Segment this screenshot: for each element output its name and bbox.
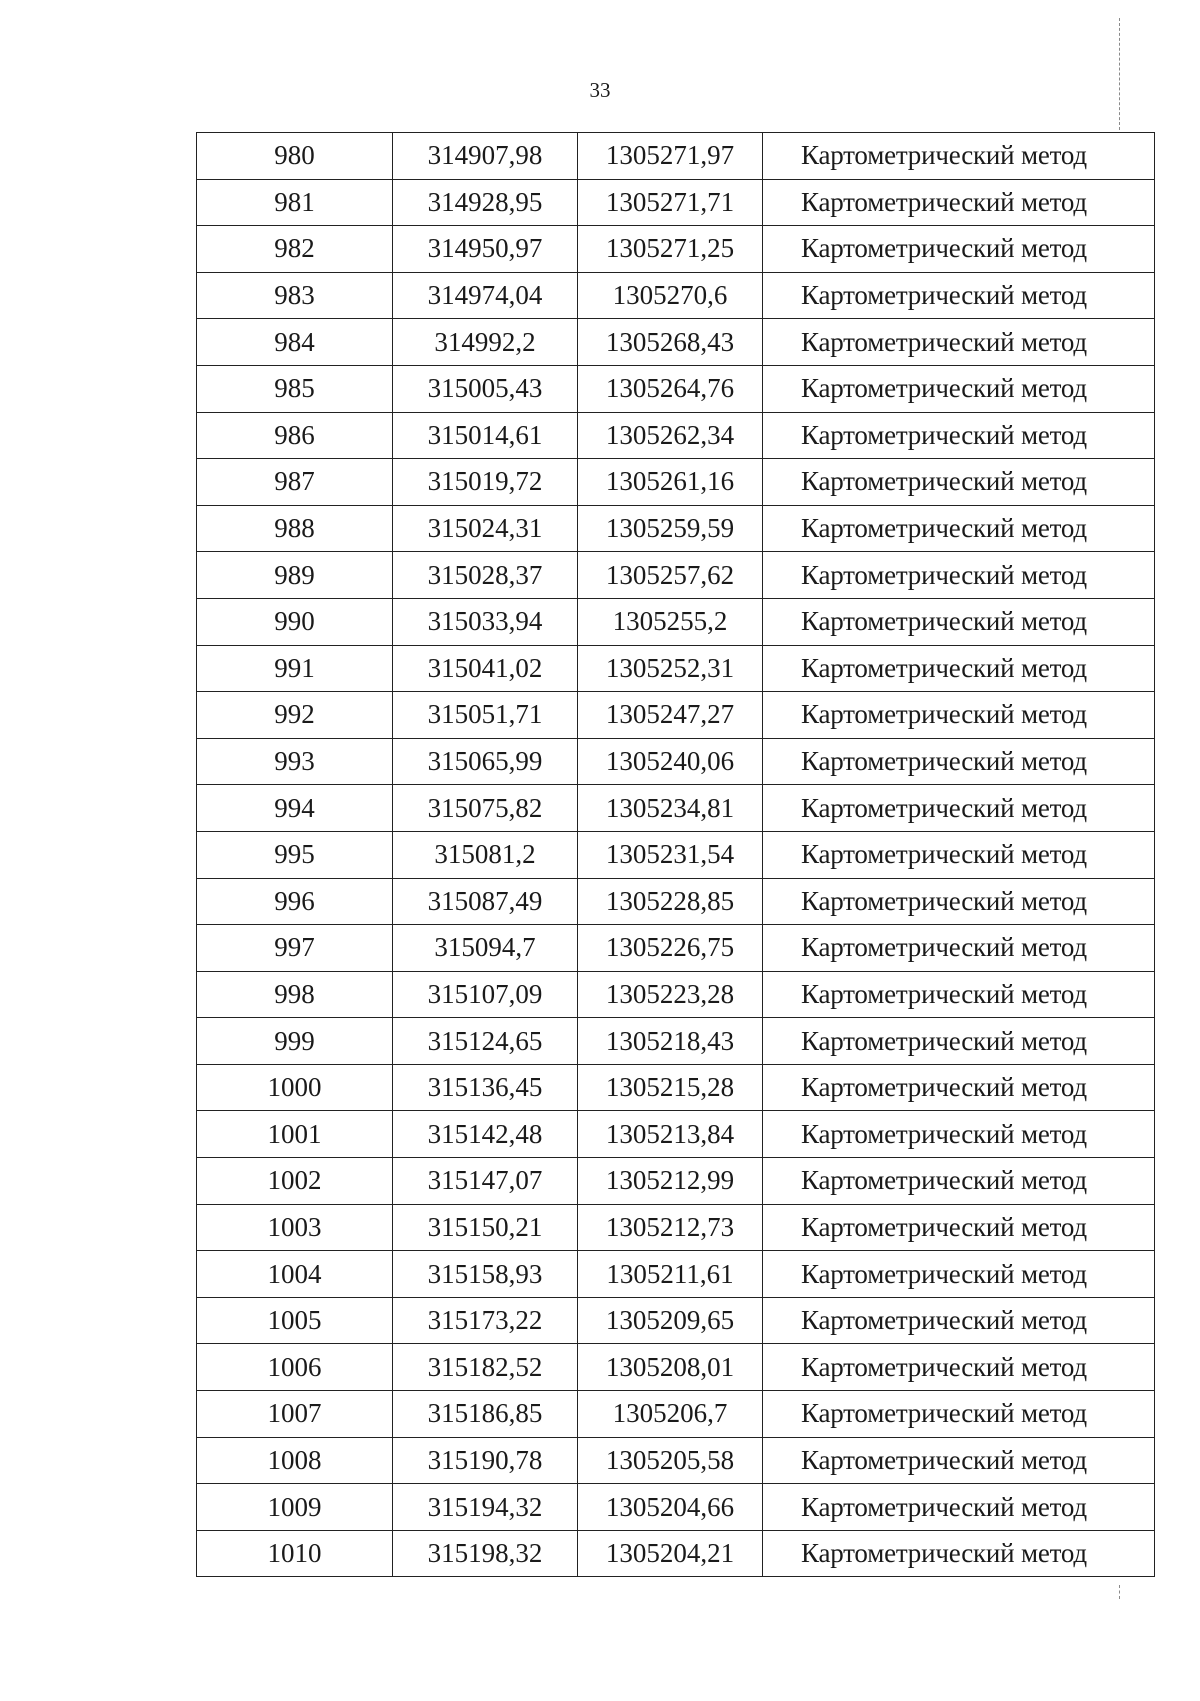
method-cell: Картометрический метод xyxy=(763,831,1155,878)
point-number-cell: 1000 xyxy=(197,1064,393,1111)
table-row xyxy=(197,738,1155,785)
table-row xyxy=(197,1344,1155,1391)
point-number-cell: 1003 xyxy=(197,1204,393,1251)
x-coordinate-cell: 315065,99 xyxy=(393,738,578,785)
y-coordinate-cell: 1305257,62 xyxy=(578,552,763,599)
x-coordinate-cell: 315107,09 xyxy=(393,971,578,1018)
y-coordinate-cell: 1305231,54 xyxy=(578,831,763,878)
point-number-cell: 996 xyxy=(197,878,393,925)
table-row xyxy=(197,319,1155,366)
y-coordinate-cell: 1305268,43 xyxy=(578,319,763,366)
x-coordinate-cell: 315005,43 xyxy=(393,365,578,412)
y-coordinate-cell: 1305252,31 xyxy=(578,645,763,692)
point-number-cell: 1002 xyxy=(197,1158,393,1205)
method-cell: Картометрический метод xyxy=(763,226,1155,273)
scan-edge-line-bottom xyxy=(1119,1585,1120,1599)
table-row xyxy=(197,1018,1155,1065)
x-coordinate-cell: 315190,78 xyxy=(393,1437,578,1484)
x-coordinate-cell: 314950,97 xyxy=(393,226,578,273)
x-coordinate-cell: 315051,71 xyxy=(393,692,578,739)
table-row xyxy=(197,1158,1155,1205)
x-coordinate-cell: 315019,72 xyxy=(393,459,578,506)
table-row xyxy=(197,831,1155,878)
point-number-cell: 982 xyxy=(197,226,393,273)
point-number-cell: 1009 xyxy=(197,1484,393,1531)
y-coordinate-cell: 1305204,21 xyxy=(578,1530,763,1577)
table-row xyxy=(197,692,1155,739)
point-number-cell: 990 xyxy=(197,598,393,645)
method-cell: Картометрический метод xyxy=(763,878,1155,925)
x-coordinate-cell: 315182,52 xyxy=(393,1344,578,1391)
y-coordinate-cell: 1305264,76 xyxy=(578,365,763,412)
y-coordinate-cell: 1305215,28 xyxy=(578,1064,763,1111)
y-coordinate-cell: 1305240,06 xyxy=(578,738,763,785)
point-number-cell: 980 xyxy=(197,133,393,180)
table-row xyxy=(197,1111,1155,1158)
method-cell: Картометрический метод xyxy=(763,785,1155,832)
y-coordinate-cell: 1305205,58 xyxy=(578,1437,763,1484)
y-coordinate-cell: 1305212,73 xyxy=(578,1204,763,1251)
method-cell: Картометрический метод xyxy=(763,1064,1155,1111)
table-row xyxy=(197,971,1155,1018)
table-row xyxy=(197,552,1155,599)
point-number-cell: 1006 xyxy=(197,1344,393,1391)
y-coordinate-cell: 1305228,85 xyxy=(578,878,763,925)
table-row xyxy=(197,925,1155,972)
x-coordinate-cell: 315194,32 xyxy=(393,1484,578,1531)
method-cell: Картометрический метод xyxy=(763,645,1155,692)
table-row xyxy=(197,179,1155,226)
x-coordinate-cell: 315081,2 xyxy=(393,831,578,878)
table-row xyxy=(197,1484,1155,1531)
coordinates-table-body xyxy=(197,133,1155,1577)
method-cell: Картометрический метод xyxy=(763,971,1155,1018)
table-row xyxy=(197,365,1155,412)
y-coordinate-cell: 1305259,59 xyxy=(578,505,763,552)
table-row xyxy=(197,1251,1155,1298)
point-number-cell: 981 xyxy=(197,179,393,226)
method-cell: Картометрический метод xyxy=(763,1204,1155,1251)
y-coordinate-cell: 1305261,16 xyxy=(578,459,763,506)
method-cell: Картометрический метод xyxy=(763,412,1155,459)
method-cell: Картометрический метод xyxy=(763,1437,1155,1484)
point-number-cell: 997 xyxy=(197,925,393,972)
table-row xyxy=(197,412,1155,459)
x-coordinate-cell: 314974,04 xyxy=(393,272,578,319)
method-cell: Картометрический метод xyxy=(763,692,1155,739)
point-number-cell: 984 xyxy=(197,319,393,366)
point-number-cell: 992 xyxy=(197,692,393,739)
y-coordinate-cell: 1305226,75 xyxy=(578,925,763,972)
x-coordinate-cell: 315075,82 xyxy=(393,785,578,832)
y-coordinate-cell: 1305234,81 xyxy=(578,785,763,832)
y-coordinate-cell: 1305247,27 xyxy=(578,692,763,739)
coordinates-table xyxy=(196,132,1155,1577)
method-cell: Картометрический метод xyxy=(763,319,1155,366)
method-cell: Картометрический метод xyxy=(763,1344,1155,1391)
method-cell: Картометрический метод xyxy=(763,552,1155,599)
point-number-cell: 991 xyxy=(197,645,393,692)
point-number-cell: 1001 xyxy=(197,1111,393,1158)
x-coordinate-cell: 314907,98 xyxy=(393,133,578,180)
x-coordinate-cell: 315087,49 xyxy=(393,878,578,925)
point-number-cell: 983 xyxy=(197,272,393,319)
y-coordinate-cell: 1305211,61 xyxy=(578,1251,763,1298)
table-row xyxy=(197,1064,1155,1111)
point-number-cell: 1010 xyxy=(197,1530,393,1577)
point-number-cell: 988 xyxy=(197,505,393,552)
x-coordinate-cell: 315124,65 xyxy=(393,1018,578,1065)
x-coordinate-cell: 315150,21 xyxy=(393,1204,578,1251)
y-coordinate-cell: 1305206,7 xyxy=(578,1391,763,1438)
method-cell: Картометрический метод xyxy=(763,133,1155,180)
point-number-cell: 999 xyxy=(197,1018,393,1065)
point-number-cell: 986 xyxy=(197,412,393,459)
point-number-cell: 1005 xyxy=(197,1297,393,1344)
x-coordinate-cell: 314928,95 xyxy=(393,179,578,226)
y-coordinate-cell: 1305262,34 xyxy=(578,412,763,459)
x-coordinate-cell: 315136,45 xyxy=(393,1064,578,1111)
point-number-cell: 1004 xyxy=(197,1251,393,1298)
x-coordinate-cell: 315147,07 xyxy=(393,1158,578,1205)
method-cell: Картометрический метод xyxy=(763,505,1155,552)
table-row xyxy=(197,1530,1155,1577)
point-number-cell: 1007 xyxy=(197,1391,393,1438)
table-row xyxy=(197,505,1155,552)
point-number-cell: 993 xyxy=(197,738,393,785)
method-cell: Картометрический метод xyxy=(763,738,1155,785)
method-cell: Картометрический метод xyxy=(763,1297,1155,1344)
x-coordinate-cell: 315142,48 xyxy=(393,1111,578,1158)
table-row xyxy=(197,1391,1155,1438)
table-row xyxy=(197,1204,1155,1251)
method-cell: Картометрический метод xyxy=(763,1530,1155,1577)
method-cell: Картометрический метод xyxy=(763,1158,1155,1205)
method-cell: Картометрический метод xyxy=(763,1018,1155,1065)
method-cell: Картометрический метод xyxy=(763,272,1155,319)
scan-edge-line-top xyxy=(1119,18,1120,130)
x-coordinate-cell: 315158,93 xyxy=(393,1251,578,1298)
x-coordinate-cell: 315041,02 xyxy=(393,645,578,692)
table-row xyxy=(197,1437,1155,1484)
method-cell: Картометрический метод xyxy=(763,459,1155,506)
y-coordinate-cell: 1305209,65 xyxy=(578,1297,763,1344)
method-cell: Картометрический метод xyxy=(763,179,1155,226)
y-coordinate-cell: 1305212,99 xyxy=(578,1158,763,1205)
x-coordinate-cell: 315028,37 xyxy=(393,552,578,599)
table-row xyxy=(197,226,1155,273)
table-row xyxy=(197,785,1155,832)
point-number-cell: 995 xyxy=(197,831,393,878)
x-coordinate-cell: 315186,85 xyxy=(393,1391,578,1438)
point-number-cell: 989 xyxy=(197,552,393,599)
table-row xyxy=(197,1297,1155,1344)
table-row xyxy=(197,645,1155,692)
y-coordinate-cell: 1305271,25 xyxy=(578,226,763,273)
y-coordinate-cell: 1305255,2 xyxy=(578,598,763,645)
y-coordinate-cell: 1305213,84 xyxy=(578,1111,763,1158)
method-cell: Картометрический метод xyxy=(763,925,1155,972)
method-cell: Картометрический метод xyxy=(763,1251,1155,1298)
method-cell: Картометрический метод xyxy=(763,1111,1155,1158)
point-number-cell: 994 xyxy=(197,785,393,832)
x-coordinate-cell: 315024,31 xyxy=(393,505,578,552)
y-coordinate-cell: 1305270,6 xyxy=(578,272,763,319)
table-row xyxy=(197,878,1155,925)
method-cell: Картометрический метод xyxy=(763,1391,1155,1438)
point-number-cell: 985 xyxy=(197,365,393,412)
table-row xyxy=(197,272,1155,319)
table-row xyxy=(197,133,1155,180)
point-number-cell: 987 xyxy=(197,459,393,506)
y-coordinate-cell: 1305271,97 xyxy=(578,133,763,180)
y-coordinate-cell: 1305223,28 xyxy=(578,971,763,1018)
y-coordinate-cell: 1305204,66 xyxy=(578,1484,763,1531)
page-number: 33 xyxy=(589,78,611,102)
y-coordinate-cell: 1305208,01 xyxy=(578,1344,763,1391)
x-coordinate-cell: 315033,94 xyxy=(393,598,578,645)
method-cell: Картометрический метод xyxy=(763,598,1155,645)
y-coordinate-cell: 1305218,43 xyxy=(578,1018,763,1065)
x-coordinate-cell: 315094,7 xyxy=(393,925,578,972)
y-coordinate-cell: 1305271,71 xyxy=(578,179,763,226)
point-number-cell: 1008 xyxy=(197,1437,393,1484)
table-row xyxy=(197,459,1155,506)
x-coordinate-cell: 314992,2 xyxy=(393,319,578,366)
x-coordinate-cell: 315014,61 xyxy=(393,412,578,459)
table-row xyxy=(197,598,1155,645)
point-number-cell: 998 xyxy=(197,971,393,1018)
method-cell: Картометрический метод xyxy=(763,365,1155,412)
x-coordinate-cell: 315198,32 xyxy=(393,1530,578,1577)
x-coordinate-cell: 315173,22 xyxy=(393,1297,578,1344)
method-cell: Картометрический метод xyxy=(763,1484,1155,1531)
